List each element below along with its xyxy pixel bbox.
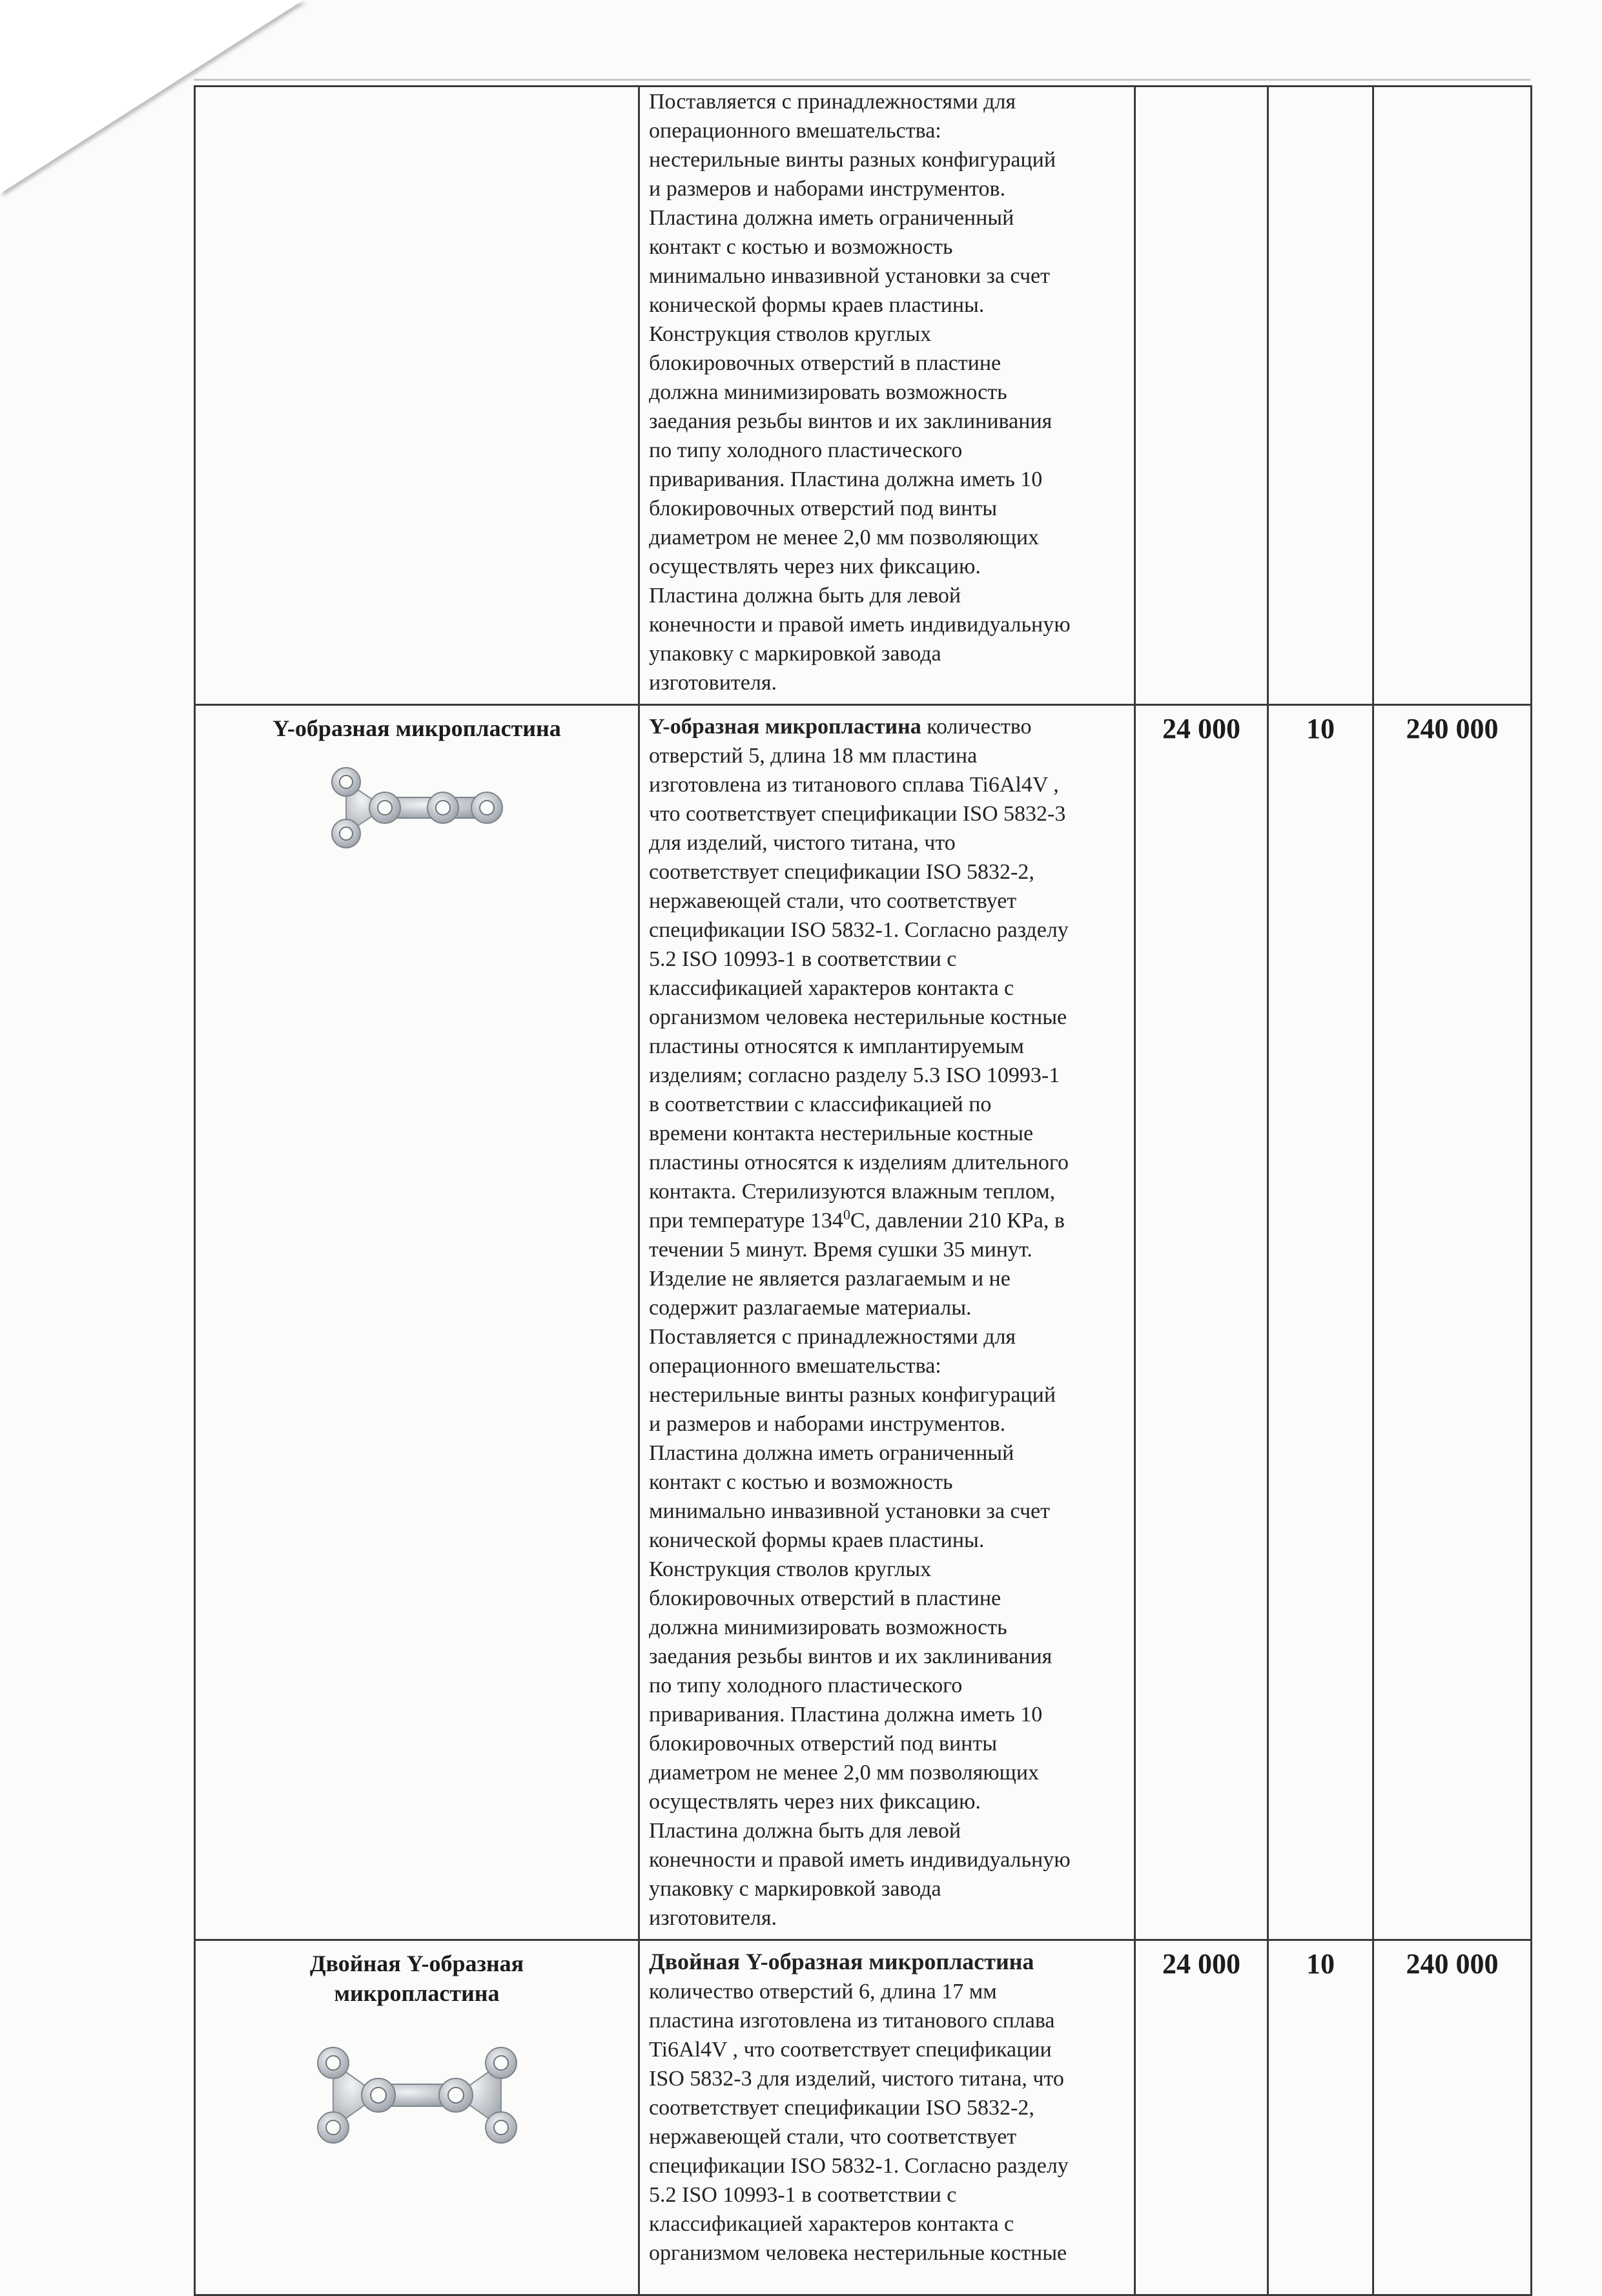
double-y-plate-image (301, 2034, 533, 2157)
quantity-cell: 10 (1268, 1940, 1373, 2295)
specification-table (194, 85, 1532, 2296)
table-row (195, 705, 1532, 1940)
y-plate-image (320, 756, 514, 859)
description-text: Y-образная микропластина количество отверстий 5, длина 18 мм пластина изготовлена из титанового сплава Ti6Al4V , что соответствует спецификации ISO 5832-3 для изделий, чистого титана, что соответствует спецификации ISO 5832-2, нержавеющей стали, что соответствует спецификации ISO 5832-1. Согласно разделу 5.2 ISO 10993-1 в соответствии с классификацией характеров контакта с организмом человека нестерильные костные пластины относятся к имплантируемым изделиям; согласно разделу 5.3 ISO 10993-1 в соответствии с классификацией по времени контакта нестерильные костные пластины относятся к изделиям длительного контакта. Стерилизуются влажным теплом, при температуре $134^0С$, давлении 210 КРа, в течении 5 минут. Время сушки 35 минут. Изделие не является разлагаемым и не содержит разлагаемые материалы. Поставляется с принадлежностями для операционного вмешательства: нестерильные винты разных конфигураций и размеров и наборами инструментов. Пластина должна иметь ограниченный контакт с костью и возможность минимально инвазивной установки за счет конической формы краев пластины. Конструкция стволов круглых блокировочных отверстий в пластине должна минимизировать возможность заедания резьбы винтов и их заклинивания по типу холодного пластического приваривания. Пластина должна иметь 10 блокировочных отверстий под винты диаметром не менее 2,0 мм позволяющих осуществлять через них фиксацию. Пластина должна быть для левой конечности и правой иметь индивидуальную упаковку с маркировкой завода изготовителя. (649, 715, 1071, 1930)
price-cell (1135, 87, 1268, 705)
table-row (195, 87, 1532, 705)
quantity-cell: 10 (1268, 705, 1373, 1940)
total-cell (1373, 87, 1532, 705)
scan-edge-line (194, 79, 1530, 81)
price-cell: 24 000 (1135, 1940, 1268, 2295)
description-cell (639, 705, 1135, 1940)
product-name: Двойная Y-образная микропластина (309, 1951, 524, 2006)
description-title: Двойная Y-образная микропластина (649, 1949, 1034, 1974)
quantity-cell (1268, 87, 1373, 705)
total-cell: 240 000 (1373, 1940, 1532, 2295)
description-text: Двойная Y-образная микропластина количество отверстий 6, длина 17 мм пластина изготовлена из титанового сплава Ti6Al4V , что соответствует спецификации ISO 5832-3 для изделий, чистого титана, что соответствует спецификации ISO 5832-2, нержавеющей стали, что соответствует спецификации ISO 5832-1. Согласно разделу 5.2 ISO 10993-1 в соответствии с классификацией характеров контакта с организмом человека нестерильные костные (649, 1949, 1069, 2265)
product-name: Y-образная микропластина (272, 715, 561, 741)
product-name-cell (195, 705, 639, 1940)
description-cell (639, 87, 1135, 705)
superscript: 0 (843, 1206, 850, 1223)
product-name-cell (195, 1940, 639, 2295)
description-cell (639, 1940, 1135, 2295)
price-cell: 24 000 (1135, 705, 1268, 1940)
table-row (195, 1940, 1532, 2295)
description-text: Поставляется с принадлежностями для операционного вмешательства: нестерильные винты разных конфигураций и размеров и наборами инструментов. Пластина должна иметь ограниченный контакт с костью и возможность минимально инвазивной установки за счет конической формы краев пластины. Конструкция стволов круглых блокировочных отверстий в пластине должна минимизировать возможность заедания резьбы винтов и их заклинивания по типу холодного пластического приваривания. Пластина должна иметь 10 блокировочных отверстий под винты диаметром не менее 2,0 мм позволяющих осуществлять через них фиксацию. Пластина должна быть для левой конечности и правой иметь индивидуальную упаковку с маркировкой завода изготовителя. (649, 90, 1071, 695)
description-title: Y-образная микропластина (649, 715, 921, 739)
total-cell: 240 000 (1373, 705, 1532, 1940)
product-name-cell (195, 87, 639, 705)
